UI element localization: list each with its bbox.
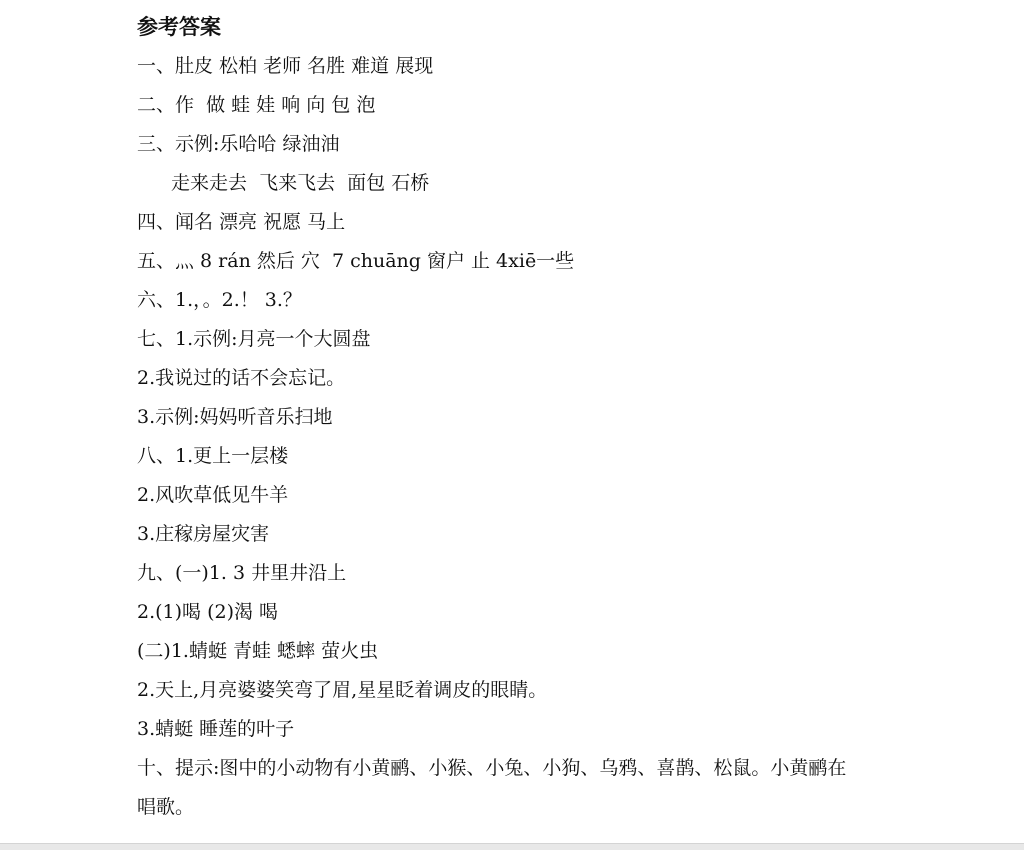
horizontal-scrollbar[interactable] (0, 843, 1024, 850)
answer-line-2: 二、作 做 蛙 娃 响 向 包 泡 (137, 94, 376, 116)
answer-line-7-2: 2.我说过的话不会忘记。 (137, 367, 346, 389)
answer-line-9-part2: (二)1.蜻蜓 青蛙 蟋蟀 萤火虫 (137, 640, 379, 662)
answer-line-9-part2-2: 2.天上,月亮婆婆笑弯了眉,星星眨着调皮的眼睛。 (137, 679, 548, 701)
answer-line-1: 一、肚皮 松柏 老师 名胜 难道 展现 (137, 55, 434, 77)
answer-line-10: 十、提示:图中的小动物有小黄鹂、小猴、小兔、小狗、乌鸦、喜鹊、松鼠。小黄鹂在 (137, 757, 847, 779)
answer-document (137, 8, 997, 827)
answer-line-5: 五、灬 8 rán 然后 穴 7 chuāng 窗户 止 4xiē一些 (137, 250, 575, 272)
answer-line-9: 九、(一)1. 3 井里井沿上 (137, 562, 347, 584)
answer-line-10-continued: 唱歌。 (137, 796, 195, 818)
answer-line-8: 八、1.更上一层楼 (137, 445, 289, 467)
document-title: 参考答案 (137, 15, 221, 39)
answer-line-8-2: 2.风吹草低见牛羊 (137, 484, 289, 506)
answer-line-9-part2-3: 3.蜻蜓 睡莲的叶子 (137, 718, 295, 740)
answer-line-6: 六、1.，。2.！ 3.？ (137, 289, 302, 311)
answer-line-7-3: 3.示例:妈妈听音乐扫地 (137, 406, 333, 428)
answer-line-8-3: 3.庄稼房屋灾害 (137, 523, 270, 545)
answer-line-3-continued: 走来走去 飞来飞去 面包 石桥 (171, 172, 430, 194)
answer-line-4: 四、闻名 漂亮 祝愿 马上 (137, 211, 346, 233)
answer-line-9-2: 2.(1)喝 (2)渴 喝 (137, 601, 279, 623)
answer-line-7: 七、1.示例:月亮一个大圆盘 (137, 328, 371, 350)
answer-line-3: 三、示例:乐哈哈 绿油油 (137, 133, 340, 155)
